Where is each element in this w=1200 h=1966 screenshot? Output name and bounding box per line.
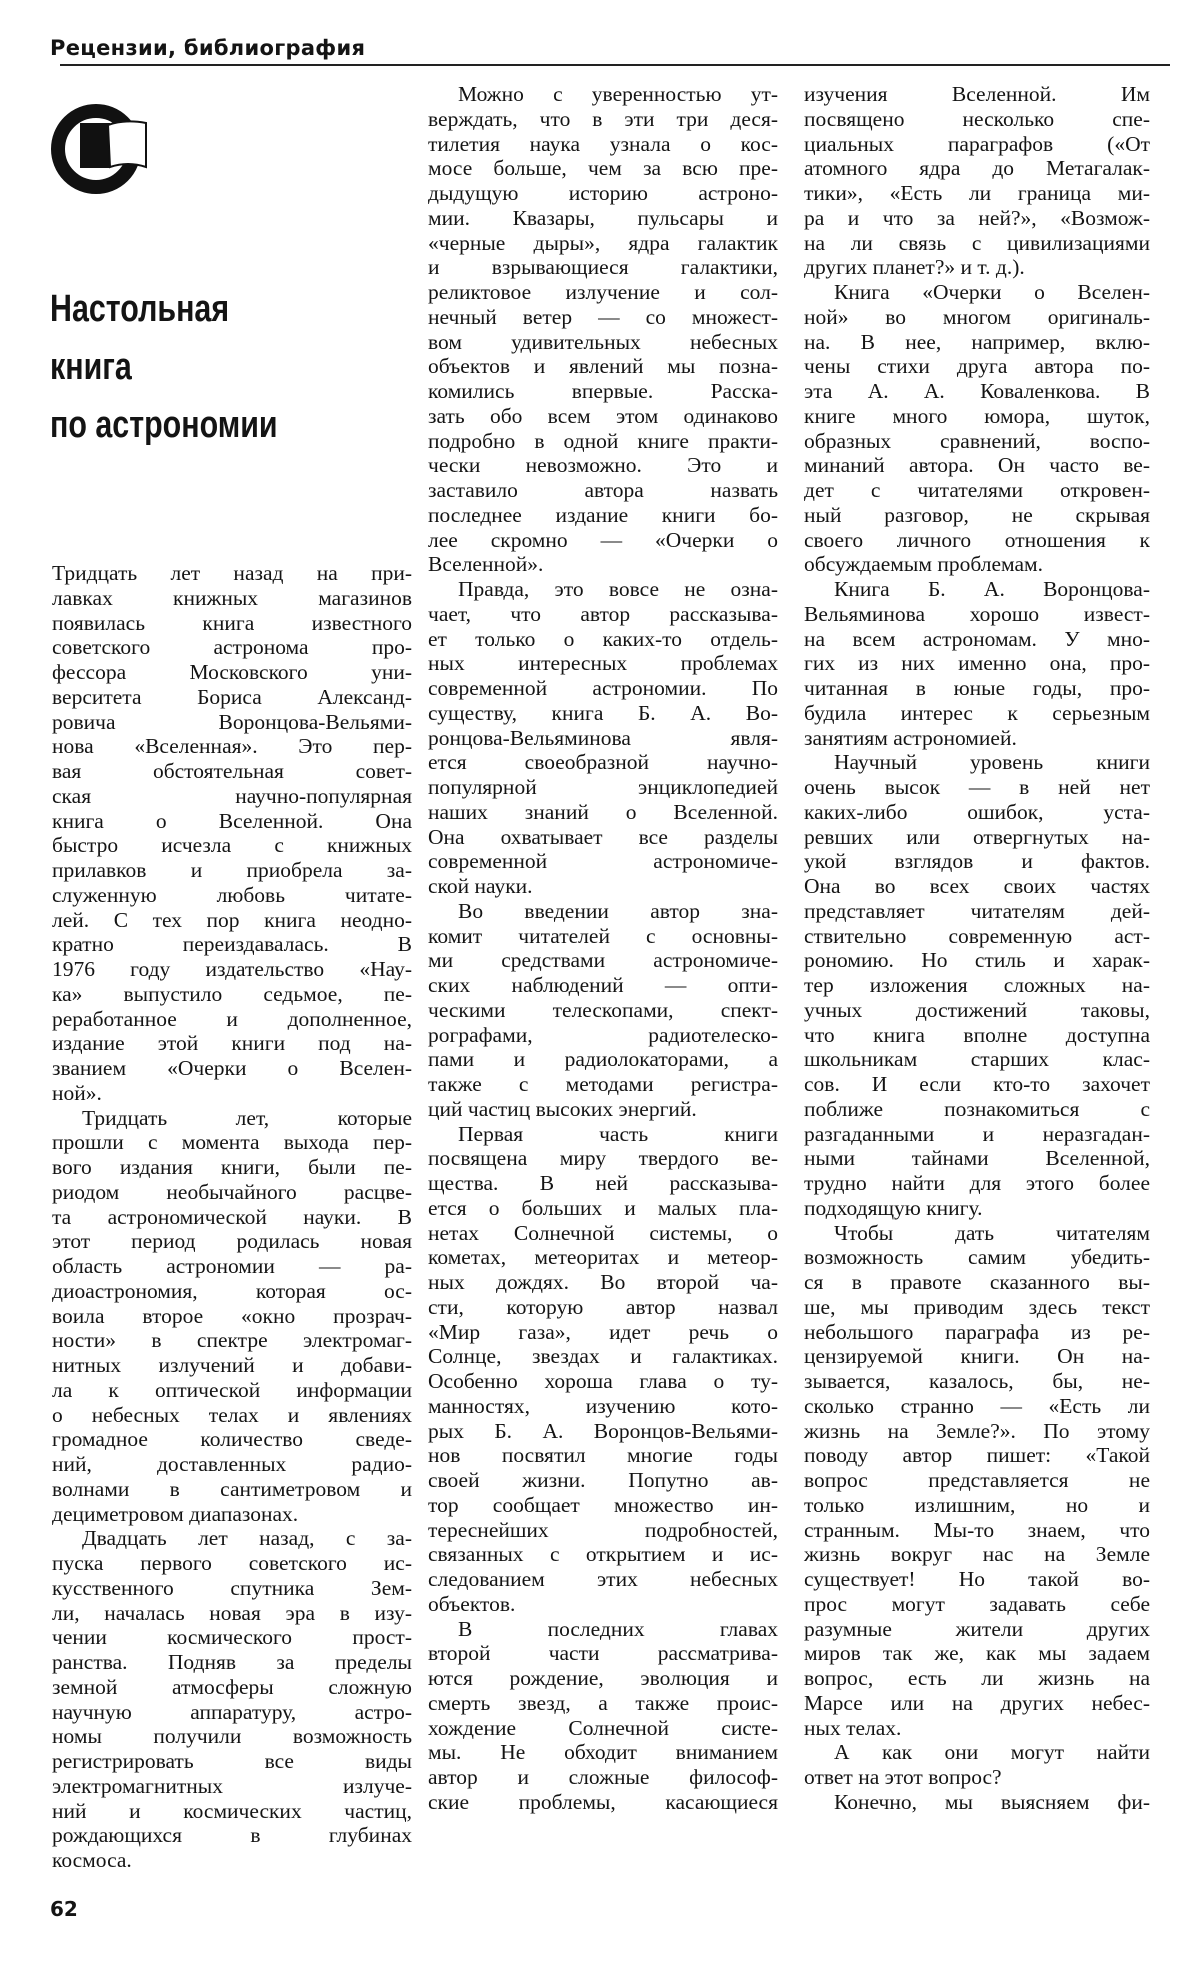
text-line: Двадцать лет назад, с за- — [82, 1526, 412, 1551]
text-column-3 — [804, 82, 1150, 1815]
text-line: жизнь на Земле?». По этому — [804, 1418, 1150, 1443]
text-line: хождение Солнечной систе- — [428, 1715, 778, 1740]
text-line: ся в правоте сказанного вы- — [804, 1270, 1150, 1294]
text-line: образных сравнений, воспо- — [804, 428, 1150, 453]
paragraph — [804, 1790, 1150, 1815]
text-line: кометах, метеоритах и метеор- — [428, 1245, 778, 1270]
text-line: атомного ядра до Метагалак- — [804, 156, 1150, 181]
text-line: сов. И если кто-то захочет — [804, 1072, 1150, 1096]
text-line: А как они могут найти — [834, 1740, 1150, 1765]
text-line: этот период родилась новая — [52, 1229, 412, 1254]
text-line: сти, которую автор назвал — [428, 1294, 778, 1319]
text-line: диоастрономия, которая ос- — [52, 1278, 412, 1303]
text-line: вого издания книги, были пе- — [52, 1155, 412, 1179]
text-line: циальных параграфов («От — [804, 131, 1150, 156]
text-line: «Мир газа», идет речь о — [428, 1319, 778, 1344]
text-line: популярной энциклопедией — [428, 775, 778, 799]
text-line: поводу автор пишет: «Такой — [804, 1443, 1150, 1468]
text-line: очень высок — в ней нет — [804, 775, 1150, 799]
paragraph — [804, 1221, 1150, 1741]
text-line: разумные жители других — [804, 1616, 1150, 1641]
text-line: дет с читателями откровен- — [804, 478, 1150, 502]
text-line: Вселенной». — [428, 552, 544, 577]
text-line: книге много юмора, шуток, — [804, 403, 1150, 428]
text-line: смерть звезд, а также проис- — [428, 1690, 778, 1715]
text-line: волнами в сантиметровом и — [52, 1476, 412, 1501]
text-line: реликтовое излучение и сол- — [428, 280, 778, 304]
text-line: ной» во многом оригиналь- — [804, 304, 1150, 329]
text-line: что книга вполне доступна — [804, 1022, 1150, 1047]
text-line: вопрос, есть ли жизнь на — [804, 1666, 1150, 1690]
text-line: небольшого параграфа из ре- — [804, 1319, 1150, 1344]
text-line: чены стихи друга автора по- — [804, 354, 1150, 379]
text-line: манностях, изучению кото- — [428, 1393, 778, 1418]
text-line: укой взглядов и фактов. — [804, 849, 1150, 874]
paragraph — [52, 1526, 412, 1873]
text-line: современной астрономии. По — [428, 676, 778, 700]
paragraph — [428, 82, 778, 577]
text-line: ных дождях. Во второй ча- — [428, 1270, 778, 1294]
text-line: возможность самим убедить- — [804, 1245, 1150, 1270]
text-line: чески невозможно. Это и — [428, 453, 778, 478]
title-line: Настольная — [50, 288, 230, 330]
text-line: ответ на этот вопрос? — [804, 1765, 1002, 1789]
text-line: щества. В ней рассказыва- — [428, 1171, 778, 1195]
paragraph — [428, 1122, 778, 1617]
text-line: ных телах. — [804, 1715, 902, 1740]
text-line: ми средствами астрономиче- — [428, 948, 778, 973]
text-line: земной атмосферы сложную — [52, 1674, 412, 1699]
text-line: ка» выпустило седьмое, пе- — [52, 981, 412, 1006]
paragraph — [428, 577, 778, 899]
text-line: ская научно-популярная — [52, 783, 412, 808]
text-line: объектов и явлений мы позна- — [428, 354, 778, 379]
paragraph — [428, 899, 778, 1122]
text-line: ет только о каких-то отдель- — [428, 626, 778, 651]
text-line: следованием этих небесных — [428, 1567, 778, 1591]
text-line: своей жизни. Попутно ав- — [428, 1468, 778, 1492]
text-line: нечный ветер — со множест- — [428, 304, 778, 329]
text-line: других планет?» и т. д.). — [804, 255, 1025, 280]
text-line: ские проблемы, касающиеся — [428, 1789, 778, 1814]
text-line: гих из них именно она, про- — [804, 651, 1150, 676]
text-line: заставило автора назвать — [428, 478, 778, 502]
paragraph — [804, 1740, 1150, 1790]
text-line: лее скромно — «Очерки о — [428, 527, 778, 552]
text-line: современной астрономиче- — [428, 849, 778, 874]
text-line: ный разговор, не скрывая — [804, 502, 1150, 527]
text-line: Солнце, звездах и галактиках. — [428, 1344, 778, 1369]
title-line: книга — [50, 346, 132, 388]
text-line: ровича Воронцова-Вельями- — [52, 709, 412, 734]
text-line: будила интерес к серьезным — [804, 700, 1150, 725]
text-line: изучения Вселенной. Им — [804, 82, 1150, 106]
text-line: громадное количество сведе- — [52, 1427, 412, 1452]
text-line: советского астронома про- — [52, 635, 412, 660]
paragraph — [428, 1617, 778, 1815]
text-line: и взрывающиеся галактики, — [428, 255, 778, 280]
text-line: нова «Вселенная». Это пер- — [52, 734, 412, 759]
text-line: чает, что автор рассказыва- — [428, 601, 778, 626]
text-line: цензируемой книги. Он на- — [804, 1344, 1150, 1369]
text-line: жизнь вокруг нас на Земле — [804, 1542, 1150, 1567]
article-title — [50, 280, 278, 454]
text-line: верситета Бориса Александ- — [52, 684, 412, 709]
text-line: пами и радиолокаторами, а — [428, 1047, 778, 1072]
text-line: та астрономической науки. В — [52, 1204, 412, 1229]
text-line: ных интересных проблемах — [428, 651, 778, 676]
text-line: существу, книга Б. А. Во- — [428, 700, 778, 725]
text-line: подробно в одной книге практи- — [428, 428, 778, 453]
text-line: объектов. — [428, 1591, 516, 1616]
text-line: трудно найти для этого более — [804, 1171, 1150, 1195]
text-line: рографами, радиотелеско- — [428, 1022, 778, 1047]
text-line: Вельяминова хорошо извест- — [804, 601, 1150, 626]
text-line: занятиям астрономией. — [804, 725, 1017, 750]
text-line: ревших или отвергнутых на- — [804, 824, 1150, 849]
text-line: номы получили возможность — [52, 1724, 412, 1749]
text-line: появилась книга известного — [52, 610, 412, 635]
text-line: ских наблюдений — опти- — [428, 973, 778, 997]
paragraph — [52, 1106, 412, 1527]
text-line: ний и космических частиц, — [52, 1798, 412, 1823]
text-line: реработанное и дополненное, — [52, 1006, 412, 1031]
text-line: Особенно хороша глава о ту- — [428, 1369, 778, 1393]
text-line: риодом необычайного расцве- — [52, 1179, 412, 1204]
text-line: Первая часть книги — [458, 1121, 778, 1146]
text-line: ли, началась новая эра в изу- — [52, 1600, 412, 1625]
text-line: ности» в спектре электромаг- — [52, 1328, 412, 1353]
text-line: нетах Солнечной системы, о — [428, 1220, 778, 1245]
text-line: быстро исчезла с книжных — [52, 833, 412, 858]
text-line: Она охватывает все разделы — [428, 824, 778, 849]
text-line: зать обо всем этом одинаково — [428, 403, 778, 428]
text-line: вопрос представляется не — [804, 1468, 1150, 1492]
text-column-2 — [428, 82, 778, 1815]
paragraph — [804, 750, 1150, 1220]
text-line: представляет читателям дей- — [804, 898, 1150, 923]
text-line: ются рождение, эволюция и — [428, 1666, 778, 1690]
text-line: 1976 году издательство «Нау- — [52, 957, 412, 981]
text-line: прилавков и приобрела за- — [52, 858, 412, 882]
text-line: вая обстоятельная совет- — [52, 759, 412, 783]
text-line: электромагнитных излуче- — [52, 1773, 412, 1798]
text-line: Марсе или на других небес- — [804, 1690, 1150, 1715]
text-line: вом удивительных небесных — [428, 329, 778, 354]
text-line: регистрировать все виды — [52, 1749, 412, 1773]
text-line: на ли связь с цивилизациями — [804, 230, 1150, 255]
text-line: прос могут задавать себе — [804, 1591, 1150, 1616]
text-line: школьникам старших клас- — [804, 1047, 1150, 1072]
text-line: кратно переиздавалась. В — [52, 932, 412, 957]
header-rule — [60, 64, 1170, 66]
text-line: учных достижений таковы, — [804, 997, 1150, 1022]
text-line: званием «Очерки о Вселен- — [52, 1056, 412, 1080]
text-line: Книга «Очерки о Вселен- — [834, 280, 1150, 304]
text-line: тор сообщает множество ин- — [428, 1492, 778, 1517]
paragraph — [52, 561, 412, 1106]
text-line: также с методами регистра- — [428, 1072, 778, 1096]
text-line: Во введении автор зна- — [458, 898, 778, 923]
text-line: своего личного отношения к — [804, 527, 1150, 552]
text-line: тереснейших подробностей, — [428, 1517, 778, 1542]
text-column-1 — [52, 561, 412, 1873]
paragraph — [804, 577, 1150, 750]
text-line: дециметровом диапазонах. — [52, 1501, 299, 1526]
text-line: странным. Мы-то знаем, что — [804, 1517, 1150, 1542]
text-line: существует! Но такой во- — [804, 1567, 1150, 1591]
text-line: Она во всех своих частях — [804, 874, 1150, 898]
text-line: ной». — [52, 1080, 102, 1105]
text-line: посвящено несколько спе- — [804, 106, 1150, 131]
section-header: Рецензии, библиография — [50, 36, 366, 60]
text-line: служенную любовь читате- — [52, 882, 412, 907]
text-line: прошли с момента выхода пер- — [52, 1130, 412, 1155]
text-line: «черные дыры», ядра галактик — [428, 230, 778, 255]
text-line: Правда, это вовсе не озна- — [458, 577, 778, 601]
text-line: минаний автора. Он часто ве- — [804, 453, 1150, 478]
text-line: книга о Вселенной. Она — [52, 808, 412, 833]
text-line: Можно с уверенностью ут- — [458, 82, 778, 106]
text-line: дыдущую историю астроно- — [428, 181, 778, 205]
text-line: читанная в юные годы, про- — [804, 676, 1150, 700]
text-line: поближе познакомиться с — [804, 1096, 1150, 1121]
text-line: ствительно современную аст- — [804, 923, 1150, 948]
text-line: В последних главах — [458, 1616, 778, 1641]
text-line: миров так же, как мы задаем — [804, 1641, 1150, 1666]
text-line: эта А. А. Коваленкова. В — [804, 379, 1150, 403]
text-line: Конечно, мы выясняем фи- — [834, 1789, 1150, 1814]
text-line: обсуждаемым проблемам. — [804, 552, 1043, 577]
text-line: область астрономии — ра- — [52, 1254, 412, 1278]
text-line: лавках книжных магазинов — [52, 585, 412, 610]
text-line: каких-либо ошибок, уста- — [804, 799, 1150, 824]
text-line: ными тайнами Вселенной, — [804, 1146, 1150, 1171]
text-line: издание этой книги под на- — [52, 1031, 412, 1056]
text-line: разгаданными и неразгадан- — [804, 1121, 1150, 1146]
text-line: тер изложения сложных на- — [804, 973, 1150, 997]
text-line: комит читателей с основны- — [428, 923, 778, 948]
text-line: на всем астрономам. У мно- — [804, 626, 1150, 651]
text-line: рых Б. А. Воронцов-Вельями- — [428, 1418, 778, 1443]
text-line: мы. Не обходит вниманием — [428, 1740, 778, 1765]
text-line: нов посвятил многие годы — [428, 1443, 778, 1468]
text-line: космоса. — [52, 1848, 132, 1872]
text-line: последнее издание книги бо- — [428, 502, 778, 527]
text-line: ра и что за ней?», «Возмож- — [804, 205, 1150, 230]
text-line: только излишним, но и — [804, 1492, 1150, 1517]
text-line: ранства. Подняв за пределы — [52, 1650, 412, 1674]
text-line: лей. С тех пор книга неодно- — [52, 907, 412, 932]
text-line: наших знаний о Вселенной. — [428, 799, 778, 824]
text-line: ется своеобразной научно- — [428, 750, 778, 775]
paragraph — [804, 82, 1150, 280]
text-line: научную аппаратуру, астро- — [52, 1699, 412, 1724]
text-line: ций частиц высоких энергий. — [428, 1096, 697, 1121]
text-line: второй части рассматрива- — [428, 1641, 778, 1666]
text-line: тики», «Есть ли граница ми- — [804, 181, 1150, 205]
section-emblem-icon — [50, 95, 150, 195]
text-line: ронцова-Вельяминова явля- — [428, 725, 778, 750]
text-line: ше, мы приводим здесь текст — [804, 1294, 1150, 1319]
page-number: 62 — [50, 1897, 78, 1921]
text-line: Тридцать лет, которые — [82, 1105, 412, 1130]
text-line: ческими телескопами, спект- — [428, 997, 778, 1022]
text-line: мии. Квазары, пульсары и — [428, 205, 778, 230]
text-line: ний, доставленных радио- — [52, 1452, 412, 1476]
text-line: фессора Московского уни- — [52, 660, 412, 684]
text-line: Книга Б. А. Воронцова- — [834, 577, 1150, 601]
paragraph — [804, 280, 1150, 577]
text-line: Научный уровень книги — [834, 750, 1150, 775]
text-line: мосе больше, чем за всю пре- — [428, 156, 778, 181]
text-line: автор и сложные философ- — [428, 1765, 778, 1789]
text-line: чении космического прост- — [52, 1625, 412, 1650]
text-line: тилетия наука узнала о кос- — [428, 131, 778, 156]
text-line: ется о больших и малых пла- — [428, 1195, 778, 1220]
text-line: зывается, казалось, бы, не- — [804, 1369, 1150, 1393]
text-line: комились впервые. Расска- — [428, 379, 778, 403]
text-line: верждать, что в эти три деся- — [428, 106, 778, 131]
text-line: сколько странно — «Есть ли — [804, 1393, 1150, 1418]
text-line: кусственного спутника Зем- — [52, 1575, 412, 1600]
text-line: пуска первого советского ис- — [52, 1551, 412, 1575]
text-line: связанных с открытием и ис- — [428, 1542, 778, 1567]
text-line: посвящена миру твердого ве- — [428, 1146, 778, 1171]
title-line: по астрономии — [50, 404, 278, 446]
text-line: ла к оптической информации — [52, 1377, 412, 1402]
text-line: ской науки. — [428, 874, 533, 898]
text-line: Тридцать лет назад на при- — [52, 561, 412, 585]
text-line: Чтобы дать читателям — [834, 1220, 1150, 1245]
text-line: нитных излучений и добави- — [52, 1353, 412, 1377]
text-line: на. В нее, например, вклю- — [804, 329, 1150, 354]
text-line: о небесных телах и явлениях — [52, 1402, 412, 1427]
text-line: рономию. Но стиль и харак- — [804, 948, 1150, 973]
text-line: подходящую книгу. — [804, 1195, 983, 1220]
text-line: воила второе «окно прозрач- — [52, 1303, 412, 1328]
text-line: рождающихся в глубинах — [52, 1823, 412, 1848]
